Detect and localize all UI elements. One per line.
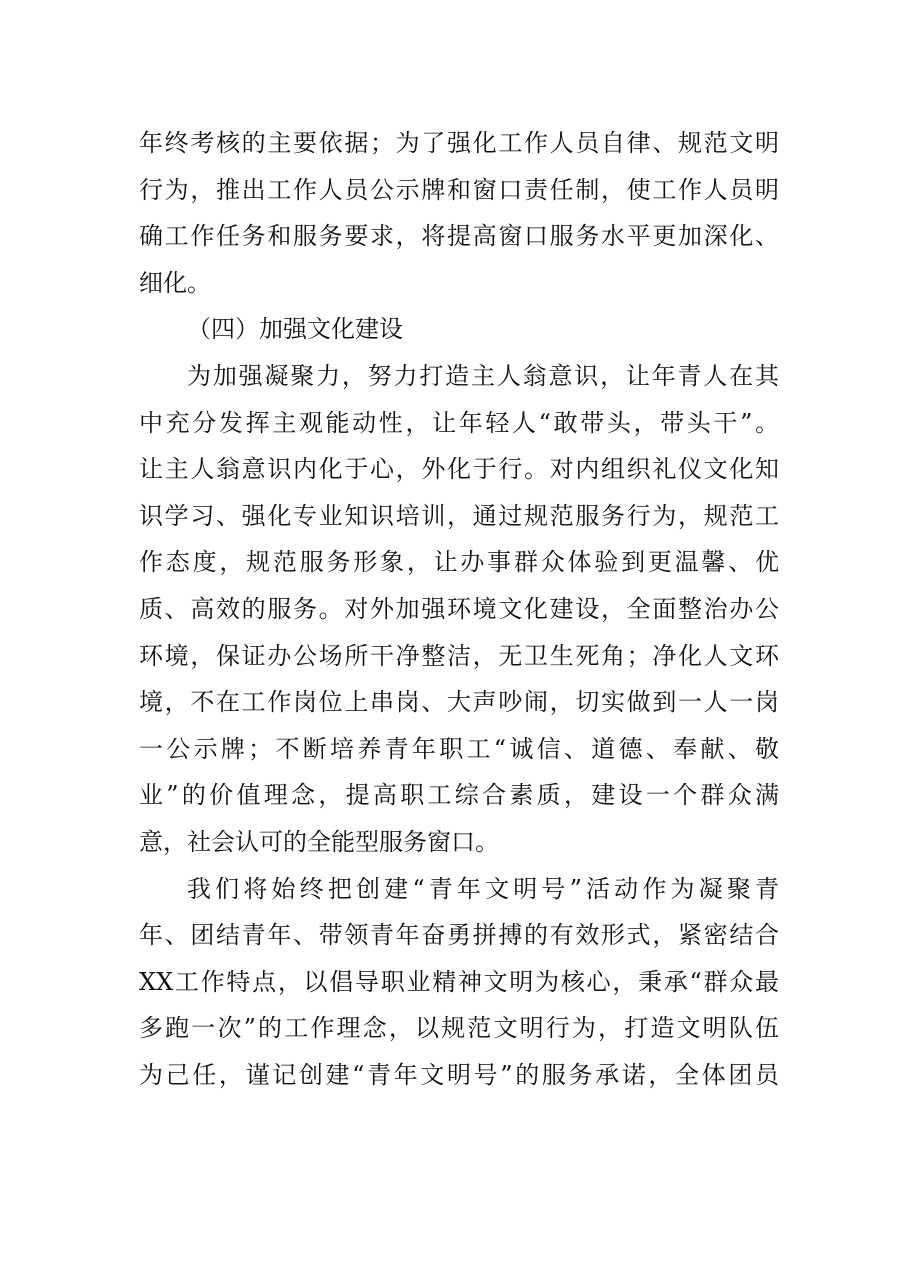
text-line: 多跑一次”的工作理念，以规范文明行为，打造文明队伍	[139, 1014, 779, 1043]
text-line: 作态度，规范服务形象，让办事群众体验到更温馨、优	[139, 548, 779, 577]
text-line: 细化。	[139, 268, 211, 297]
text-line: 识学习、强化专业知识培训，通过规范服务行为，规范工	[139, 501, 779, 530]
text-line: 确工作任务和服务要求，将提高窗口服务水平更加深化、	[139, 222, 779, 251]
text-line: XX工作特点，以倡导职业精神文明为核心，秉承“群众最	[139, 967, 779, 996]
text-line: 意，社会认可的全能型服务窗口。	[139, 827, 499, 856]
text-line: 质、高效的服务。对外加强环境文化建设，全面整治办公	[139, 594, 779, 623]
text-line: 为加强凝聚力，努力打造主人翁意识，让年青人在其	[187, 361, 779, 390]
text-line: 年、团结青年、带领青年奋勇拼搏的有效形式，紧密结合	[139, 921, 779, 950]
text-line: 业”的价值理念，提高职工综合素质，建设一个群众满	[139, 781, 779, 810]
text-line: 年终考核的主要依据；为了强化工作人员自律、规范文明	[139, 129, 779, 157]
text-line: 中充分发挥主观能动性，让年轻人“敢带头，带头干”。	[139, 408, 779, 437]
text-line: 我们将始终把创建“青年文明号”活动作为凝聚青	[187, 874, 779, 903]
section-heading: （四）加强文化建设	[187, 315, 403, 344]
text-line: 为己任，谨记创建“青年文明号”的服务承诺，全体团员	[139, 1060, 779, 1089]
document-body	[139, 120, 779, 1098]
text-line: 境，不在工作岗位上串岗、大声吵闹，切实做到一人一岗	[139, 688, 779, 717]
text-line: 一公示牌；不断培养青年职工“诚信、道德、奉献、敬	[139, 734, 779, 763]
text-line: 让主人翁意识内化于心，外化于行。对内组织礼仪文化知	[139, 455, 779, 484]
text-line: 环境，保证办公场所干净整洁，无卫生死角；净化人文环	[139, 641, 779, 670]
text-line: 行为，推出工作人员公示牌和窗口责任制，使工作人员明	[139, 175, 779, 204]
